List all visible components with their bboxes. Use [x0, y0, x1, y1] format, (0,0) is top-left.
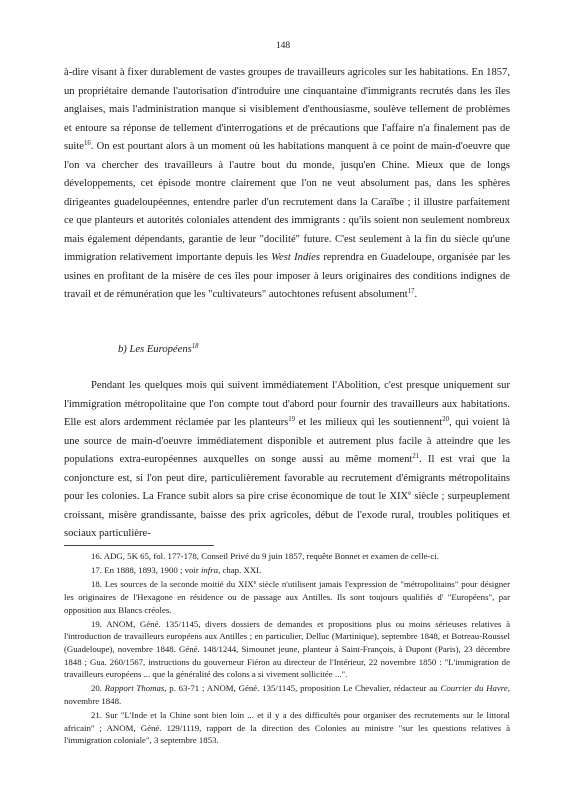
footnote-16: 16. ADG, 5K 65, fol. 177-178, Conseil Privé du 9 juin 1857, requête Bonnet et examen de celle-ci.	[91, 551, 439, 561]
footnote-21: 21. Sur "L'Inde et la Chine sont bien loin ... et il y a des difficultés pour organiser des recrutements sur le littoral africain" ; ANOM, Géné. 129/1119, rapport de la direction des Colonies au ministre "sur les questions relatives à l'immigration coloniale", 3 septembre 1853.	[64, 710, 510, 746]
footnote-20: 20. Rapport Thomas, p. 63-71 ; ANOM, Géné. 135/1145, proposition Le Chevalier, rédacteur au Courrier du Havre, novembre 1848.	[64, 683, 510, 706]
footnote-17: 17. En 1888, 1893, 1900 ; voir infra, chap. XXI.	[91, 565, 262, 576]
footnote-19: 19. ANOM, Géné. 135/1145, divers dossiers de demandes et propositions plus ou moins sérieuses relatives à l'introduction de travailleurs européens aux Antilles ; en particulier, Delluc (Martinique), septembre 1848, et Botreau-Roussel (Guadeloupe), novembre 1848. Géné. 148/1244, Simounet jeune, planteur à Saint-François, à Dupont (Paris), 23 décembre 1848 ; Gua. 260/1567, instructions du gouverneur Fiéron au directeur de l'Intérieur, 22 novembre 1850 : "L'immigration de travailleurs européens ... que la généralité des colons a si vivement sollicitée ...".	[64, 618, 511, 680]
paragraph-2: Pendant les quelques mois qui suivent immédiatement l'Abolition, c'est presque uniquement sur l'immigration métropolitaine que l'on compte tout d'abord pour fournir des travailleurs aux habitations. Elle est alors ardemment réclamée par les planteurs$^{19}$ et les milieux qui les soutiennent$^{20}$, qui voient là une source de main-d'oeuvre immédiatement disponible et autrement plus facile à atteindre que les populations extra-européennes auxquelles on songe aussi au même moment$^{21}$. Il est vrai que la conjoncture est, si l'on peut dire, particulièrement favorable au recrutement d'émigrants métropolitains pour les colonies. La France subit alors sa pire crise économique de tout le XIXe siècle ; surpeuplement croissant, misère grandissante, baisse des prix agricoles, début de l'exode rural, troubles politiques et sociaux particulière-	[64, 380, 510, 539]
footnote-ref-19: 19	[288, 416, 296, 423]
footnote-18: 18. Les sources de la seconde moitié du XIXe siècle n'utilisent jamais l'expression de "métropolitains" pour désigner les originaires de l'Hexagone en résidence ou de passage aux Antilles. Ils sont toujours qualifiés d' "Européens", par opposition aux Blancs créoles.	[64, 579, 511, 615]
section-subheading: b) Les Européens$^{18}$	[118, 342, 199, 355]
footnotes	[64, 550, 510, 748]
footnote-ref-16: 16	[84, 140, 91, 147]
footnote-ref-21: 21	[412, 453, 420, 460]
footnote-ref-17: 17	[407, 288, 415, 295]
main-text	[64, 64, 510, 544]
page-number: 148	[275, 41, 291, 51]
footnote-separator	[64, 545, 214, 546]
footnote-ref-18: 18	[191, 342, 199, 350]
footnote-ref-20: 20	[442, 416, 450, 423]
paragraph-1: à-dire visant à fixer durablement de vastes groupes de travailleurs agricoles sur les habitations. En 1857, un propriétaire demande l'autorisation d'introduire une cinquantaine d'immigrants recrutés dans les îles anglaises, mais l'administration manque si visiblement d'enthousiasme, soulève tellement de problèmes et entoure sa réponse de tellement d'interrogations et de précautions que l'affaire n'a finalement pas de suite$^{16}$. On est pourtant alors à un moment où les habitations manquent à ce point de main-d'oeuvre que l'on va chercher des travailleurs à l'autre bout du monde, jusqu'en Chine. Mieux que de longs développements, cet épisode montre clairement que l'on ne veut absolument pas, dans les sphères dirigeantes guadeloupéennes, entendre parler d'un recrutement dans la Caraïbe ; il illustre parfaitement ce que planteurs et autorités coloniales attendent des immigrants : qu'ils soient non seulement nombreux mais également dépendants, garantie de leur "docilité" future. C'est seulement à la fin du siècle qu'une immigration relativement importante depuis les West Indies reprendra en Guadeloupe, organisée par les usines en profitant de la misère de ces îles pour imposer à leurs originaires des conditions indignes de travail et de rémunération que les "cultivateurs" autochtones refusent absolument$^{17}$.	[64, 67, 510, 300]
